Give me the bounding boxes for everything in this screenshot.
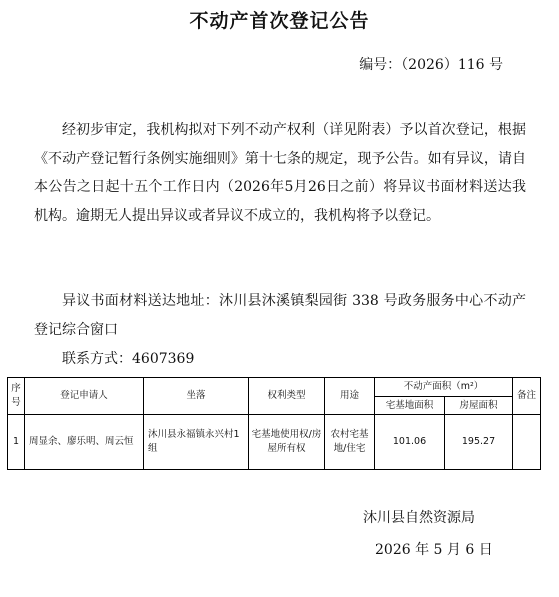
cell-house-area: 195.27 <box>445 415 513 470</box>
header-homestead-area: 宅基地面积 <box>375 397 445 415</box>
header-right-type: 权利类型 <box>249 378 325 415</box>
attachment-table <box>7 377 541 470</box>
body-paragraph-main: 经初步审定，我机构拟对下列不动产权利（详见附表）予以首次登记，根据《不动产登记暂行条例实施细则》第十七条的规定，现予公告。如有异议，请自本公告之日起十五个工作日内（2026年5月26日之前）将异议书面材料送达我机构。逾期无人提出异议或者异议不成立的，我机构将予以登记。 <box>34 122 526 224</box>
header-remark: 备注 <box>513 378 541 415</box>
header-house-area: 房屋面积 <box>445 397 513 415</box>
table-row <box>8 415 541 470</box>
contact-line: 联系方式：4607369 <box>62 351 195 367</box>
cell-location: 沐川县永福镇永兴村1组 <box>144 415 249 470</box>
issuing-organization: 沐川县自然资源局 <box>363 510 475 526</box>
header-seq: 序号 <box>8 378 25 415</box>
header-usage: 用途 <box>325 378 375 415</box>
cell-seq: 1 <box>8 415 25 470</box>
issue-date: 2026 年 5 月 6 日 <box>375 542 493 558</box>
cell-applicant: 周显余、廖乐明、周云恒 <box>25 415 144 470</box>
header-location: 坐落 <box>144 378 249 415</box>
cell-usage: 农村宅基地/住宅 <box>325 415 375 470</box>
cell-homestead-area: 101.06 <box>375 415 445 470</box>
header-applicant: 登记申请人 <box>25 378 144 415</box>
page-title: 不动产首次登记公告 <box>189 10 370 32</box>
document-number: 编号：（2026）116 号 <box>359 57 503 73</box>
header-area-group: 不动产面积（m²） <box>375 378 513 397</box>
cell-right-type: 宅基地使用权/房屋所有权 <box>249 415 325 470</box>
cell-remark <box>513 415 541 470</box>
body-paragraph-address: 异议书面材料送达地址：沐川县沐溪镇梨园街 338 号政务服务中心不动产登记综合窗口 <box>34 293 526 338</box>
